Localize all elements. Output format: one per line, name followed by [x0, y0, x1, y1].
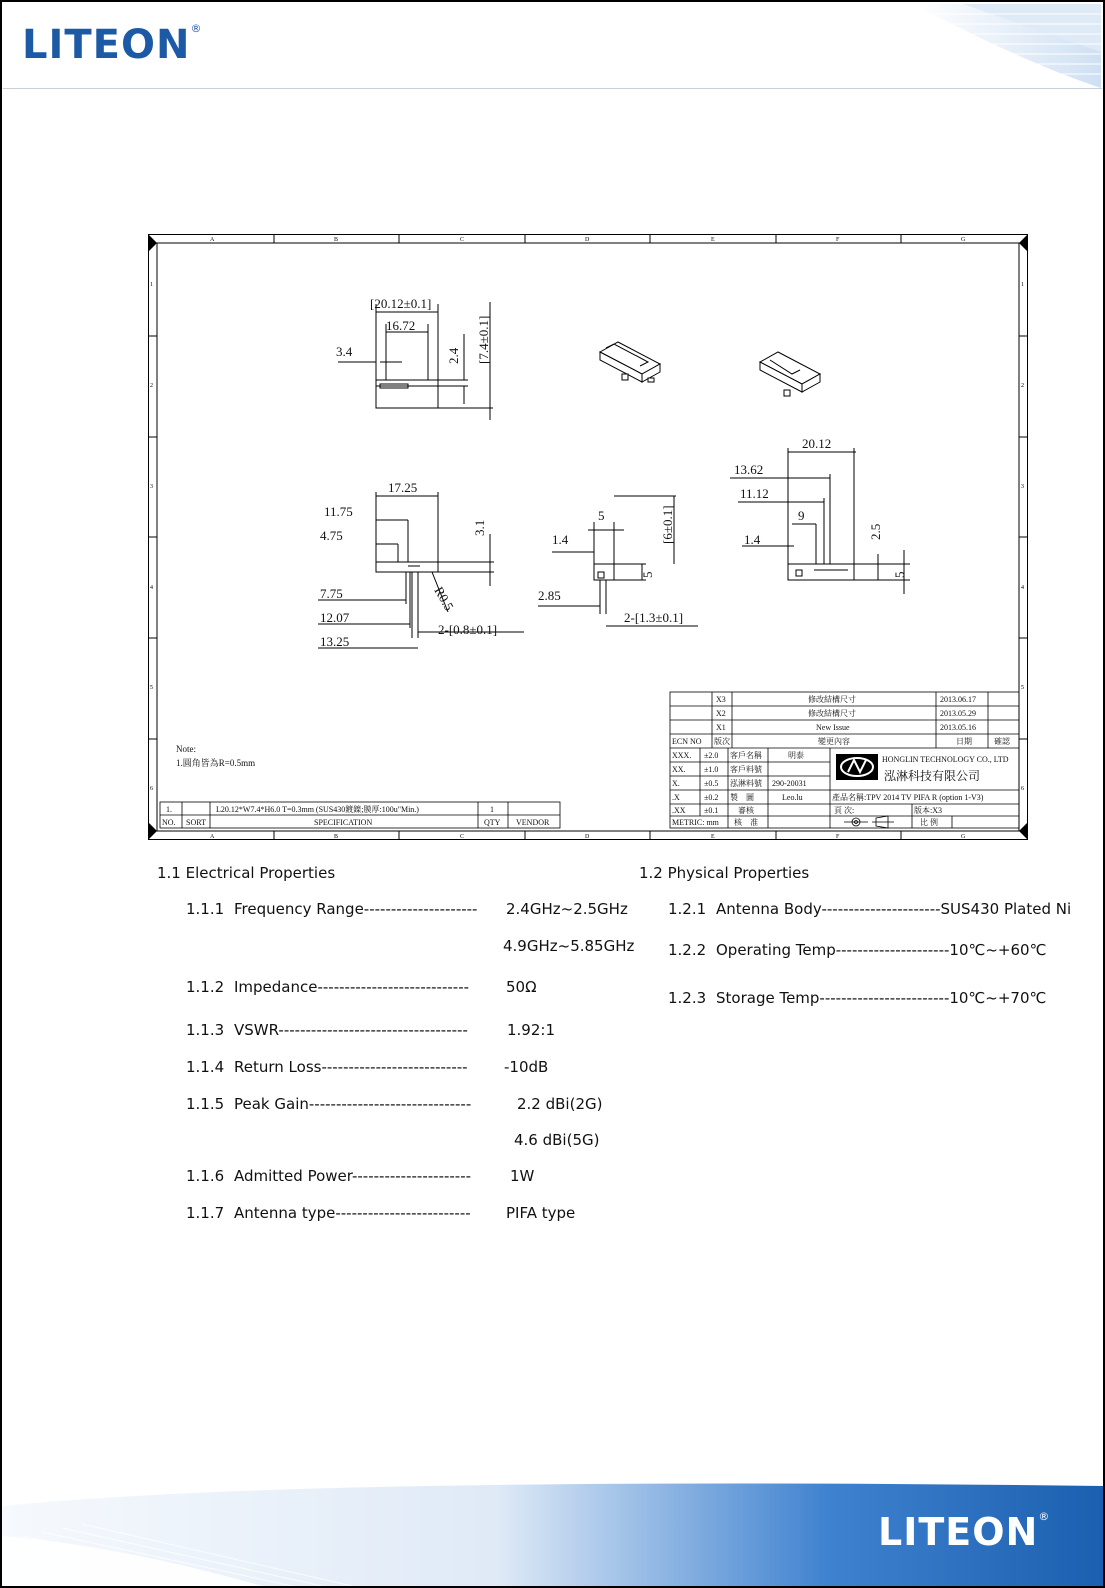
note-line: 1.圓角皆為R=0.5mm	[176, 758, 256, 768]
col-label-e-bottom: E	[711, 834, 715, 840]
liteon-logo-footer	[878, 1510, 1050, 1554]
header-corner-decoration	[873, 2, 1103, 92]
tol-k-1: XX.	[672, 765, 686, 774]
rev-x2-ver: X2	[716, 709, 726, 718]
spec-number: 1.2.3	[668, 989, 707, 1007]
dim-pin-width: 2-[0.8±0.1]	[438, 622, 498, 637]
row-label-1-right: 1	[1021, 282, 1024, 288]
spec-antenna-body	[668, 900, 1071, 918]
row-label-3-right: 3	[1021, 484, 1024, 490]
spec-value: -10℃~+70℃	[943, 989, 1047, 1007]
spec-label: Antenna Body----------------------	[716, 900, 941, 918]
spec-operating-temp	[668, 941, 1046, 959]
spec-storage-temp	[668, 989, 1046, 1007]
metric-label: METRIC: mm	[672, 818, 719, 827]
bom-header-sort: SORT	[186, 818, 206, 827]
note-title: Note:	[176, 744, 196, 754]
row-label-4: 4	[150, 585, 153, 591]
dim-right-9: 9	[798, 508, 805, 523]
dim-side-pin: 2-[1.3±0.1]	[624, 610, 684, 625]
spec-number: 1.1.4	[186, 1058, 225, 1076]
electrical-title: 1.1 Electrical Properties	[157, 864, 336, 882]
tol-k-4: .XX	[672, 806, 686, 815]
rev-x3-desc: 修改結構尺寸	[808, 695, 856, 704]
dim-4-75: 4.75	[320, 528, 343, 543]
spec-value: SUS430 Plated Ni	[940, 900, 1072, 918]
info-label-5: 核 准	[734, 818, 758, 827]
dim-side-6: [6±0.1]	[660, 505, 675, 544]
spec-label: Frequency Range---------------------	[234, 900, 478, 918]
tol-v-1: ±1.0	[704, 765, 719, 774]
projection-symbol-icon	[844, 816, 894, 828]
row-label-3: 3	[150, 484, 153, 490]
dim-side-5-right: 5	[640, 571, 655, 578]
rev-x2-desc: 修改結構尺寸	[808, 709, 856, 718]
bom-header-vendor: VENDOR	[516, 818, 550, 827]
tol-k-2: X.	[672, 779, 680, 788]
col-label-e: E	[711, 237, 715, 243]
tol-v-2: ±0.5	[704, 779, 719, 788]
spec-value: 2.4GHz~2.5GHz	[506, 900, 628, 918]
spec-value: -10℃~+60℃	[944, 941, 1047, 959]
spec-vswr	[186, 1021, 555, 1039]
info-value-3: Leo.lu	[782, 793, 803, 802]
version-label: 版本:X3	[914, 806, 942, 815]
spec-value: 50Ω	[506, 978, 537, 996]
page-label: 頁 次:	[834, 806, 855, 815]
header-divider	[3, 88, 1102, 89]
row-label-6-right: 6	[1021, 786, 1024, 792]
rev-x1-date: 2013.05.16	[940, 723, 976, 732]
col-label-f: F	[836, 237, 840, 243]
spec-label: Antenna type-------------------------	[234, 1204, 471, 1222]
spec-value-secondary: 4.6 dBi(5G)	[514, 1131, 600, 1149]
spec-admitted-power	[186, 1167, 535, 1185]
dim-side-1-4: 1.4	[552, 532, 569, 547]
rev-x3-date: 2013.06.17	[940, 695, 976, 704]
antenna-drawing	[148, 234, 1028, 840]
spec-value: PIFA type	[506, 1204, 576, 1222]
col-label-g: G	[961, 237, 966, 243]
spec-number: 1.1.6	[186, 1167, 225, 1185]
dim-side-2-85: 2.85	[538, 588, 561, 603]
col-label-d: D	[585, 237, 590, 243]
spec-number: 1.1.7	[186, 1204, 225, 1222]
bom-spec: L20.12*W7.4*H6.0 T=0.3mm (SUS430鍍鎳;膜厚:100u"Min.)	[216, 805, 419, 814]
spec-number: 1.2.2	[668, 941, 707, 959]
logo-text: LITEON	[22, 22, 191, 68]
row-label-5: 5	[150, 685, 153, 691]
spec-label: Operating Temp--------------------	[716, 941, 944, 959]
logo-text: LITEON	[878, 1510, 1039, 1554]
row-label-2: 2	[150, 383, 153, 389]
spec-label: Admitted Power----------------------	[234, 1167, 472, 1185]
col-label-c-bottom: C	[460, 834, 465, 840]
tol-v-0: ±2.0	[704, 751, 719, 760]
dim-17-25: 17.25	[388, 480, 418, 495]
dim-13-25: 13.25	[320, 634, 350, 649]
dim-3-1: 3.1	[472, 519, 487, 536]
spec-value: 2.2 dBi(2G)	[517, 1095, 603, 1113]
spec-label: VSWR-----------------------------------	[234, 1021, 468, 1039]
row-label-6: 6	[150, 786, 153, 792]
dim-overall-length: [20.12±0.1]	[370, 296, 432, 311]
col-label-c: C	[460, 237, 465, 243]
row-label-1: 1	[150, 282, 153, 288]
bom-no: 1.	[166, 805, 172, 814]
spec-number: 1.1.5	[186, 1095, 225, 1113]
honglin-logo-icon	[836, 754, 878, 780]
col-label-a: A	[210, 237, 215, 243]
bom-header-spec: SPECIFICATION	[314, 818, 373, 827]
bom-qty: 1	[490, 805, 494, 814]
rev-header-desc: 變更內容	[818, 737, 850, 746]
dim-12-07: 12.07	[320, 610, 350, 625]
dim-right-1-4: 1.4	[744, 532, 761, 547]
rev-header-ver: 版次	[714, 737, 730, 746]
spec-antenna-type	[186, 1204, 576, 1222]
bom-header-qty: QTY	[484, 818, 501, 827]
info-label-2: 泓淋料號	[730, 779, 762, 788]
tol-k-3: .X	[672, 793, 680, 802]
dim-3-4: 3.4	[336, 344, 353, 359]
dim-radius: R0.5	[431, 584, 457, 614]
spec-number: 1.1.3	[186, 1021, 225, 1039]
spec-value: 1.92:1	[507, 1021, 555, 1039]
iso-view-left	[600, 342, 660, 382]
col-label-g-bottom: G	[961, 834, 966, 840]
dim-right-2-5: 2.5	[868, 523, 883, 540]
spec-value: -10dB	[504, 1058, 549, 1076]
registered-mark: ®	[190, 22, 203, 35]
info-value-0: 明泰	[788, 751, 804, 760]
company-en: HONGLIN TECHNOLOGY CO., LTD	[882, 755, 1009, 764]
info-label-4: 審核	[738, 806, 754, 815]
spec-label: Return Loss---------------------------	[234, 1058, 468, 1076]
dim-right-5: 5	[892, 571, 907, 578]
col-label-d-bottom: D	[585, 834, 590, 840]
spec-number: 1.1.1	[186, 900, 225, 918]
info-label-1: 客戶料號	[730, 765, 762, 774]
spec-number: 1.2.1	[668, 900, 707, 918]
spec-frequency-range	[186, 900, 635, 955]
tol-v-3: ±0.2	[704, 793, 719, 802]
spec-impedance	[186, 978, 537, 996]
dim-side-5-top: 5	[598, 508, 605, 523]
rev-x1-desc: New Issue	[816, 723, 850, 732]
rev-x1-ver: X1	[716, 723, 726, 732]
spec-value: 1W	[510, 1167, 535, 1185]
info-label-3: 製 圖	[730, 793, 754, 802]
spec-label: Peak Gain------------------------------	[234, 1095, 472, 1113]
col-label-f-bottom: F	[836, 834, 840, 840]
spec-number: 1.1.2	[186, 978, 225, 996]
top-view	[338, 302, 493, 420]
tol-v-4: ±0.1	[704, 806, 719, 815]
row-label-4-right: 4	[1021, 585, 1024, 591]
spec-peak-gain	[186, 1095, 603, 1149]
info-value-2: 290-20031	[772, 779, 807, 788]
dim-right-13-62: 13.62	[734, 462, 764, 477]
company-cn: 泓淋科技有限公司	[884, 769, 981, 783]
col-label-b: B	[334, 237, 339, 243]
dim-right-20-12: 20.12	[802, 436, 832, 451]
registered-mark: ®	[1038, 1510, 1051, 1523]
dim-16-72: 16.72	[386, 318, 416, 333]
dim-2-4: 2.4	[446, 347, 461, 364]
bom-header-no: NO.	[162, 818, 176, 827]
spec-label: Storage Temp-----------------------	[716, 989, 944, 1007]
liteon-logo	[22, 22, 202, 68]
info-label-0: 客戶名稱	[730, 751, 762, 760]
col-label-b-bottom: B	[334, 834, 339, 840]
dim-11-75: 11.75	[324, 504, 353, 519]
spec-label: Impedance----------------------------	[234, 978, 470, 996]
rev-header-confirm: 確認	[994, 737, 1010, 746]
row-label-5-right: 5	[1021, 685, 1024, 691]
col-label-a-bottom: A	[210, 834, 215, 840]
scale-label: 比 例	[920, 818, 938, 827]
dim-right-11-12: 11.12	[740, 486, 769, 501]
iso-view-right	[760, 352, 820, 396]
rev-header-ecn: ECN NO	[672, 737, 702, 746]
spec-value-secondary: 4.9GHz~5.85GHz	[503, 937, 635, 955]
dim-7-75: 7.75	[320, 586, 343, 601]
row-label-2-right: 2	[1021, 383, 1024, 389]
rev-x2-date: 2013.05.29	[940, 709, 976, 718]
dim-7-4: [7.4±0.1]	[476, 315, 491, 364]
rev-header-date: 日期	[956, 737, 972, 746]
product-name: 產品名稱:TPV 2014 TV PIFA R (option 1-V3)	[832, 793, 984, 802]
spec-return-loss	[186, 1058, 549, 1076]
physical-title: 1.2 Physical Properties	[639, 864, 810, 882]
rev-x3-ver: X3	[716, 695, 726, 704]
tol-k-0: XXX.	[672, 751, 692, 760]
